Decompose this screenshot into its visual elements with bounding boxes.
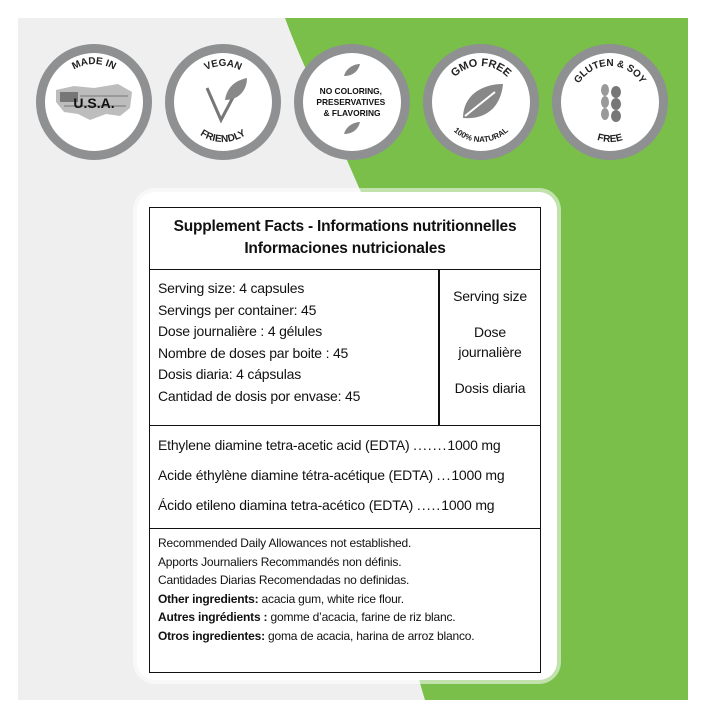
serving-line: Dosis diaria: 4 cápsulas bbox=[158, 366, 302, 382]
badge-top-text: MADE IN bbox=[70, 55, 118, 73]
other-ingredients-line bbox=[158, 627, 538, 646]
facts-title bbox=[150, 208, 540, 270]
badge-top-text: GMO FREE bbox=[448, 56, 514, 80]
dose-header bbox=[440, 322, 540, 362]
leader-dots: ..... bbox=[416, 497, 442, 513]
note-line: Recommended Daily Allowances not established. bbox=[158, 536, 412, 550]
other-ingredients-value: goma de acacia, harina de arroz blanco. bbox=[264, 628, 475, 643]
badge-bottom-text: FRIENDLY bbox=[198, 127, 248, 146]
serving-line: Dose journalière : 4 gélules bbox=[158, 323, 323, 339]
leader-dots: ....... bbox=[413, 437, 448, 453]
serving-info bbox=[158, 278, 433, 407]
other-ingredients-label: Otros ingredientes: bbox=[158, 628, 265, 643]
ingredient-name: Ethylene diamine tetra-acetic acid (EDTA) bbox=[158, 437, 410, 453]
ingredient-amount: 1000 mg bbox=[441, 497, 495, 513]
badge-center-text: NO COLORING, PRESERVATIVES & FLAVORING bbox=[316, 86, 386, 118]
badge-top-text: VEGAN bbox=[202, 57, 244, 73]
no-coloring-badge bbox=[292, 42, 412, 162]
badge-bottom-text: 100% NATURAL bbox=[452, 125, 510, 145]
note-line: Apports Journaliers Recommandés non définis. bbox=[158, 554, 402, 569]
serving-line: Cantidad de dosis por envase: 45 bbox=[158, 387, 361, 404]
ingredient-amount: 1000 mg bbox=[451, 467, 505, 483]
badge-row bbox=[0, 0, 720, 200]
other-ingredients-line bbox=[158, 590, 538, 609]
ingredient-name: Ácido etileno diamina tetra-acético (EDTA) bbox=[158, 497, 414, 513]
ingredient-row bbox=[158, 497, 528, 513]
gluten-soy-free-badge bbox=[550, 42, 670, 162]
ingredient-row bbox=[158, 467, 528, 483]
note-line: Cantidades Diarias Recomendadas no definidas. bbox=[158, 573, 410, 587]
dose-header-line2: journalière bbox=[458, 344, 522, 360]
badge-bottom-text: FREE bbox=[596, 132, 624, 146]
ingredient-amount: 1000 mg bbox=[447, 437, 501, 453]
supplement-facts-panel bbox=[149, 207, 541, 673]
ingredient-name: Acide éthylène diamine tétra-acétique (EDTA) bbox=[158, 467, 433, 483]
dose-header-line1: Dose bbox=[474, 324, 506, 340]
vegan-friendly-badge bbox=[163, 42, 283, 162]
notes-section bbox=[158, 534, 538, 645]
serving-line: Servings per container: 45 bbox=[158, 301, 317, 318]
serving-line: Nombre de doses par boite : 45 bbox=[158, 344, 349, 361]
made-in-usa-badge bbox=[34, 42, 154, 162]
gmo-free-badge bbox=[421, 42, 541, 162]
facts-title-line2: Informaciones nutricionales bbox=[244, 240, 446, 257]
badge-center-text: U.S.A. bbox=[73, 95, 115, 111]
ingredient-row bbox=[158, 437, 528, 453]
other-ingredients-value: acacia gum, white rice flour. bbox=[258, 591, 404, 606]
serving-line: Serving size: 4 capsules bbox=[158, 280, 305, 296]
other-ingredients-value: gomme d’acacia, farine de riz blanc. bbox=[267, 610, 456, 624]
other-ingredients-label: Other ingredients: bbox=[158, 591, 259, 606]
other-ingredients-label: Autres ingrédients : bbox=[158, 610, 268, 624]
ingredients-section bbox=[150, 425, 540, 529]
dosis-diaria-header: Dosis diaria bbox=[454, 380, 526, 396]
badge-top-text: GLUTEN & SOY bbox=[572, 57, 648, 86]
facts-title-line1: Supplement Facts - Informations nutritionnelles bbox=[173, 218, 517, 235]
other-ingredients-line bbox=[158, 608, 538, 627]
leader-dots: ... bbox=[436, 467, 452, 483]
serving-section bbox=[150, 270, 540, 426]
serving-size-header: Serving size bbox=[453, 288, 527, 304]
